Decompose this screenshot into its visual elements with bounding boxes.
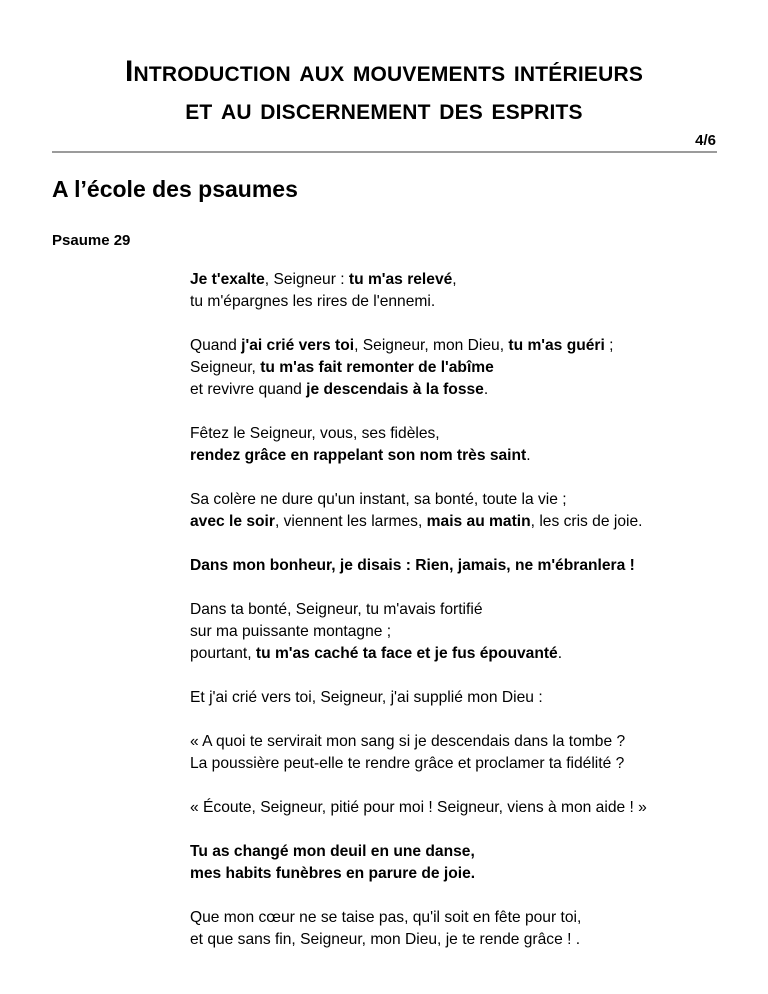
verse-line [190, 797, 730, 819]
verse-text: Que mon cœur ne se taise pas, qu'il soit en fête pour toi, [190, 909, 582, 926]
header-divider [52, 151, 717, 153]
verse-text: ; [604, 337, 614, 354]
verse-text: Sa colère ne dure qu'un instant, sa bonté, toute la vie ; [190, 491, 567, 508]
psalm-text [190, 269, 730, 973]
verse-emphasis: tu m'as relevé [348, 271, 453, 288]
verse-emphasis: Dans mon bonheur, je disais : Rien, jamais, ne m'ébranlera ! [190, 557, 635, 574]
verse-text: Et j'ai crié vers toi, Seigneur, j'ai supplié mon Dieu : [190, 689, 543, 706]
stanza [190, 687, 730, 709]
verse-emphasis: mes habits funèbres en parure de joie. [190, 865, 476, 882]
verse-line [190, 907, 730, 929]
verse-text: « Écoute, Seigneur, pitié pour moi ! Seigneur, viens à mon aide ! » [190, 799, 647, 816]
verse-line [190, 753, 730, 775]
verse-line [190, 379, 730, 401]
stanza [190, 269, 730, 313]
verse-emphasis: Tu as changé mon deuil en une danse, [190, 843, 475, 860]
stanza [190, 489, 730, 533]
verse-text: , Seigneur, mon Dieu, [354, 337, 509, 354]
verse-line [190, 269, 730, 291]
verse-line [190, 599, 730, 621]
verse-line [190, 335, 730, 357]
verse-line [190, 643, 730, 665]
verse-line [190, 841, 730, 863]
verse-emphasis: mais au matin [426, 513, 531, 530]
document-title-line-2: et au discernement des esprits [185, 93, 583, 126]
verse-line [190, 511, 730, 533]
verse-text: , [452, 271, 457, 288]
stanza [190, 423, 730, 467]
verse-text: , viennent les larmes, [274, 513, 427, 530]
verse-text: Seigneur, [190, 359, 261, 376]
verse-text: et revivre quand [190, 381, 307, 398]
verse-text: pourtant, [190, 645, 256, 662]
psalm-label: Psaume 29 [52, 232, 131, 249]
verse-line [190, 621, 730, 643]
verse-line [190, 731, 730, 753]
verse-text: et que sans fin, Seigneur, mon Dieu, je te rende grâce ! . [190, 931, 581, 948]
verse-emphasis: tu m'as caché ta face et je fus épouvanté [255, 645, 558, 662]
stanza [190, 599, 730, 665]
verse-emphasis: je descendais à la fosse [306, 381, 484, 398]
verse-emphasis: Je t'exalte [190, 271, 265, 288]
verse-line [190, 489, 730, 511]
stanza [190, 555, 730, 577]
verse-text: « A quoi te servirait mon sang si je descendais dans la tombe ? [190, 733, 626, 750]
verse-emphasis: j'ai crié vers toi [241, 337, 355, 354]
verse-text: Quand [190, 337, 242, 354]
stanza [190, 335, 730, 401]
verse-emphasis: rendez grâce en rappelant son nom très saint [190, 447, 527, 464]
verse-line [190, 423, 730, 445]
verse-emphasis: tu m'as guéri [508, 337, 605, 354]
verse-text: . [557, 645, 563, 662]
page-number: 4/6 [695, 132, 716, 149]
stanza [190, 907, 730, 951]
verse-text: La poussière peut-elle te rendre grâce et proclamer ta fidélité ? [190, 755, 625, 772]
verse-line [190, 291, 730, 313]
verse-text: . [483, 381, 489, 398]
verse-line [190, 555, 730, 577]
verse-line [190, 357, 730, 379]
verse-emphasis: avec le soir [190, 513, 275, 530]
verse-text: sur ma puissante montagne ; [190, 623, 392, 640]
verse-text: Fêtez le Seigneur, vous, ses fidèles, [190, 425, 440, 442]
stanza [190, 841, 730, 885]
verse-emphasis: tu m'as fait remonter de l'abîme [260, 359, 494, 376]
verse-line [190, 929, 730, 951]
verse-text: tu m'épargnes les rires de l'ennemi. [190, 293, 436, 310]
document-title-line-1: Introduction aux mouvements intérieurs [124, 55, 644, 88]
verse-text: , Seigneur : [264, 271, 349, 288]
verse-text: . [526, 447, 531, 464]
section-heading: A l’école des psaumes [52, 176, 298, 202]
verse-text: , les cris de joie. [530, 513, 643, 530]
verse-text: Dans ta bonté, Seigneur, tu m'avais fortifié [190, 601, 483, 618]
stanza [190, 797, 730, 819]
verse-line [190, 445, 730, 467]
stanza [190, 731, 730, 775]
verse-line [190, 863, 730, 885]
verse-line [190, 687, 730, 709]
